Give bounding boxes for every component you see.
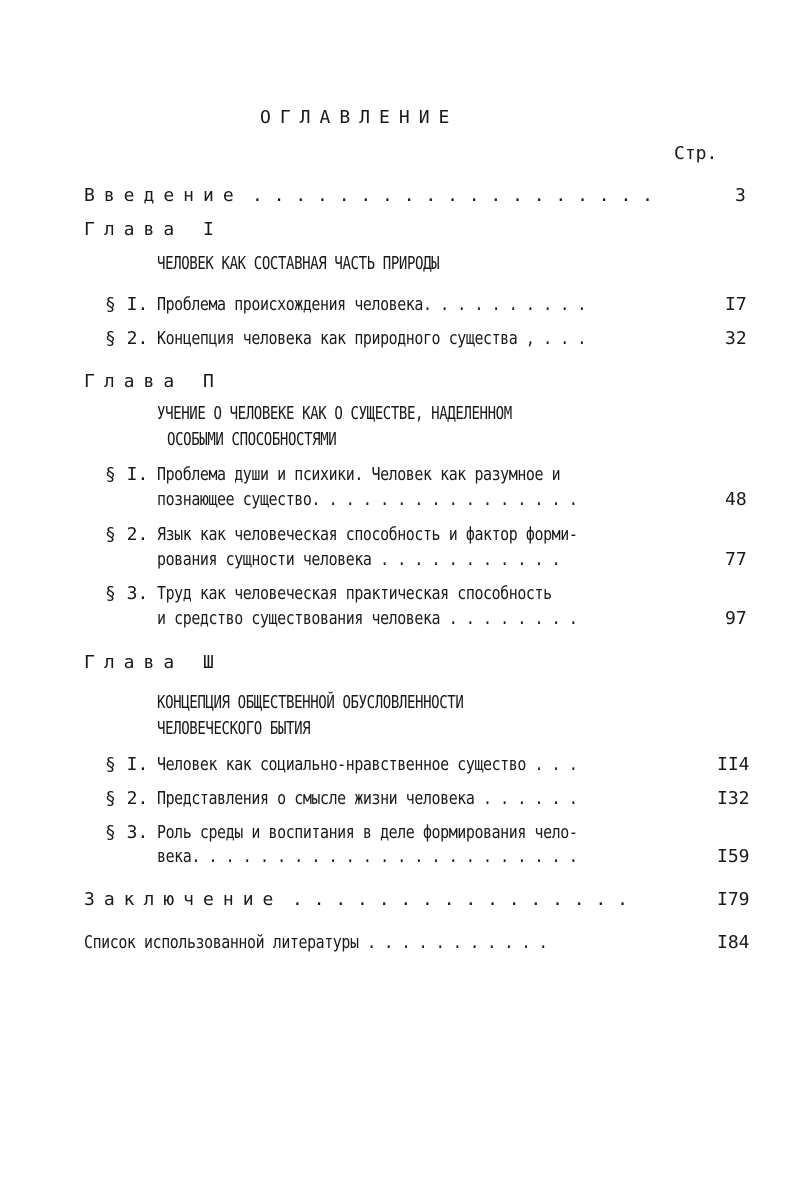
ch1-section-1-num: § I.	[105, 294, 149, 315]
page-title: ОГЛАВЛЕНИЕ	[260, 107, 459, 128]
ch1-section-1-text: Проблема происхождения человека. . . . . . . . . .	[157, 294, 586, 315]
intro-dots: . . . . . . . . . . . . . . . . . . .	[252, 185, 653, 206]
conclusion-label: Заключение	[84, 889, 283, 910]
chapter-1-heading: Глава I	[84, 219, 223, 240]
ch2-section-3-line-2: и средство существования человека . . . . . . . .	[157, 608, 578, 629]
ch3-section-3-num: § 3.	[105, 822, 149, 843]
chapter-2-title-line-1: УЧЕНИЕ О ЧЕЛОВЕКЕ КАК О СУЩЕСТВЕ, НАДЕЛЕННОМ	[157, 403, 512, 424]
ch1-section-1-page: I7	[725, 294, 747, 315]
ch2-section-2-num: § 2.	[105, 524, 149, 545]
ch2-section-2-line-1: Язык как человеческая способность и фактор форми-	[157, 524, 578, 545]
intro-page: 3	[735, 185, 746, 206]
conclusion-dots: . . . . . . . . . . . . . . . .	[292, 889, 628, 910]
ch2-section-3-line-1: Труд как человеческая практическая способность	[157, 583, 552, 604]
ch3-section-1-page: II4	[717, 754, 750, 775]
bibliography-page: I84	[717, 932, 750, 953]
ch2-section-1-line-1: Проблема души и психики. Человек как разумное и	[157, 464, 561, 485]
chapter-3-title-line-1: КОНЦЕПЦИЯ ОБЩЕСТВЕННОЙ ОБУСЛОВЛЕННОСТИ	[157, 692, 464, 713]
ch3-section-3-line-1: Роль среды и воспитания в деле формирования чело-	[157, 822, 578, 843]
ch3-section-1-text: Человек как социально-нравственное существо . . .	[157, 754, 578, 775]
ch2-section-1-num: § I.	[105, 464, 149, 485]
chapter-2-title-line-2: ОСОБЫМИ СПОСОБНОСТЯМИ	[167, 429, 337, 450]
ch1-section-2-page: 32	[725, 328, 747, 349]
ch3-section-2-num: § 2.	[105, 788, 149, 809]
conclusion-page: I79	[717, 889, 750, 910]
page-column-label: Стр.	[674, 143, 718, 164]
ch3-section-3-page: I59	[717, 846, 750, 867]
ch1-section-2-text: Концепция человека как природного существа , . . .	[157, 328, 586, 349]
ch2-section-3-num: § 3.	[105, 583, 149, 604]
ch3-section-3-line-2: века. . . . . . . . . . . . . . . . . . . . . . .	[157, 846, 578, 867]
ch2-section-3-page: 97	[725, 608, 747, 629]
ch2-section-2-page: 77	[725, 549, 747, 570]
ch3-section-2-page: I32	[717, 788, 750, 809]
ch2-section-2-line-2: рования сущности человека . . . . . . . . . . .	[157, 549, 561, 570]
chapter-3-heading: Глава Ш	[84, 652, 223, 673]
ch3-section-1-num: § I.	[105, 754, 149, 775]
chapter-3-title-line-2: ЧЕЛОВЕЧЕСКОГО БЫТИЯ	[157, 718, 311, 739]
chapter-1-title: ЧЕЛОВЕК КАК СОСТАВНАЯ ЧАСТЬ ПРИРОДЫ	[157, 253, 440, 274]
ch2-section-1-line-2: познающее существо. . . . . . . . . . . . . . . .	[157, 489, 578, 510]
bibliography-label: Список использованной литературы . . . . . . . . . . .	[84, 932, 548, 953]
ch3-section-2-text: Представления о смысле жизни человека . . . . . .	[157, 788, 578, 809]
intro-label: Введение	[84, 185, 243, 206]
chapter-2-heading: Глава П	[84, 371, 223, 392]
ch2-section-1-page: 48	[725, 489, 747, 510]
ch1-section-2-num: § 2.	[105, 328, 149, 349]
